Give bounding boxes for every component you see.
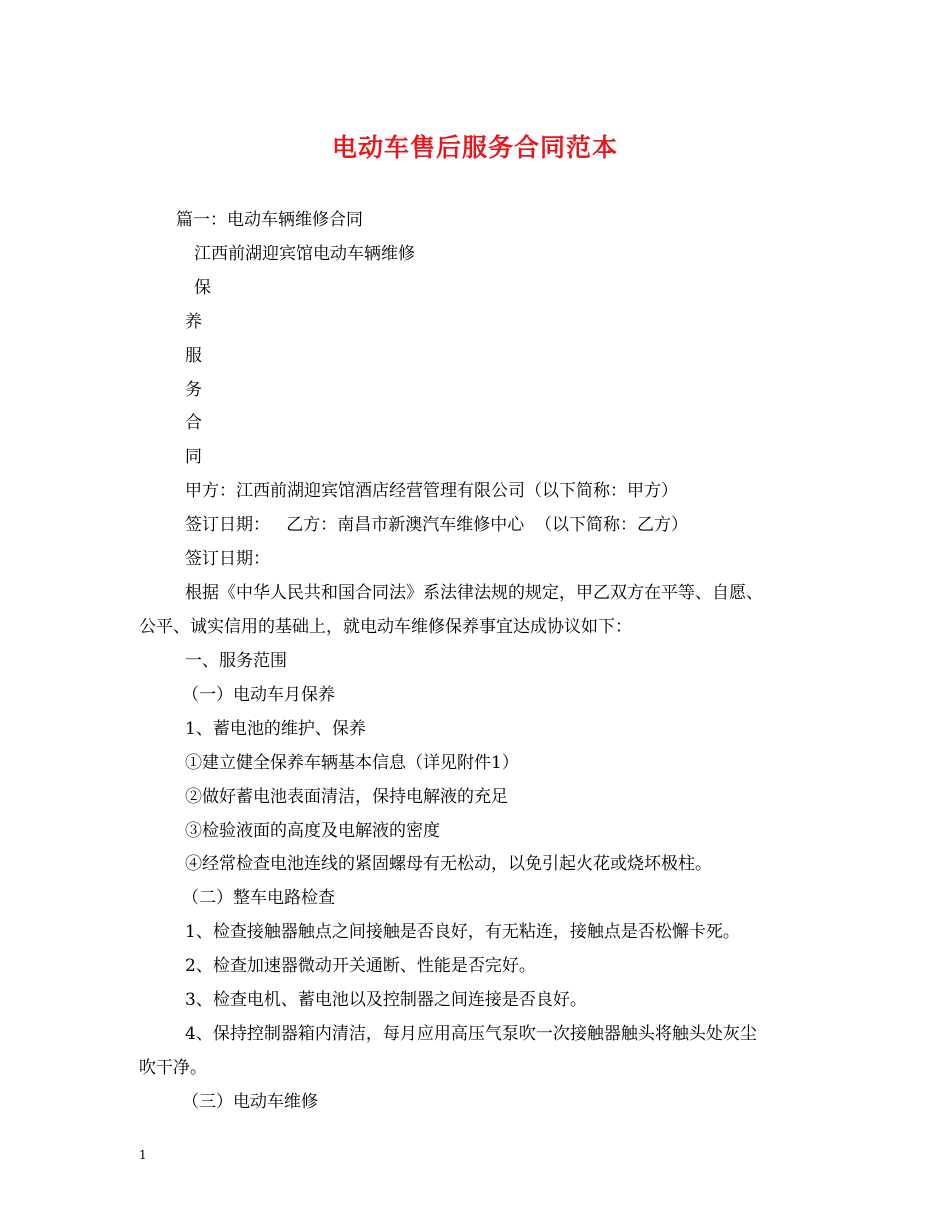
signing-date-line: 签订日期： [185, 549, 270, 569]
vertical-char: 保 [194, 278, 211, 298]
list-item: 1、检查接触器触点之间接触是否良好，有无粘连，接触点是否松懈卡死。 [185, 922, 740, 942]
party-b-line: 签订日期： 乙方：南昌市新澳汽车维修中心 （以下简称：乙方） [185, 515, 689, 535]
paragraph-line: 根据《中华人民共和国合同法》系法律法规的规定，甲乙双方在平等、自愿、 [185, 583, 763, 603]
section-heading: 一、服务范围 [185, 651, 287, 671]
list-item: 1、蓄电池的维护、保养 [185, 719, 366, 739]
list-item: ①建立健全保养车辆基本信息（详见附件1） [185, 753, 519, 773]
party-a-line: 甲方：江西前湖迎宾馆酒店经营管理有限公司（以下简称：甲方） [185, 481, 678, 501]
paragraph-line: 公平、诚实信用的基础上，就电动车维修保养事宜达成协议如下： [139, 617, 632, 637]
vertical-char: 养 [185, 312, 202, 332]
list-item: 3、检查电机、蓄电池以及控制器之间连接是否良好。 [185, 990, 587, 1010]
document-title: 电动车售后服务合同范本 [331, 133, 618, 162]
chapter-heading: 篇一：电动车辆维修合同 [176, 210, 363, 230]
vertical-char: 务 [185, 380, 202, 400]
list-item: ④经常检查电池连线的紧固螺母有无松动，以免引起火花或烧坏极柱。 [185, 854, 712, 874]
list-item: 4、保持控制器箱内清洁，每月应用高压气泵吹一次接触器触头将触头处灰尘 [185, 1024, 757, 1044]
vertical-char: 服 [185, 346, 202, 366]
page-number: 1 [139, 1148, 147, 1162]
subsection-heading: （二）整车电路检查 [182, 888, 335, 908]
list-item-continuation: 吹干净。 [139, 1058, 207, 1078]
subsection-heading: （一）电动车月保养 [182, 685, 335, 705]
vertical-char: 合 [185, 413, 202, 433]
list-item: ②做好蓄电池表面清洁，保持电解液的充足 [185, 787, 508, 807]
vertical-char: 同 [185, 447, 202, 467]
subsection-heading: （三）电动车维修 [182, 1092, 318, 1112]
list-item: 2、检查加速器微动开关通断、性能是否完好。 [185, 956, 536, 976]
contract-name-line: 江西前湖迎宾馆电动车辆维修 [194, 244, 415, 264]
list-item: ③检验液面的高度及电解液的密度 [185, 821, 440, 841]
